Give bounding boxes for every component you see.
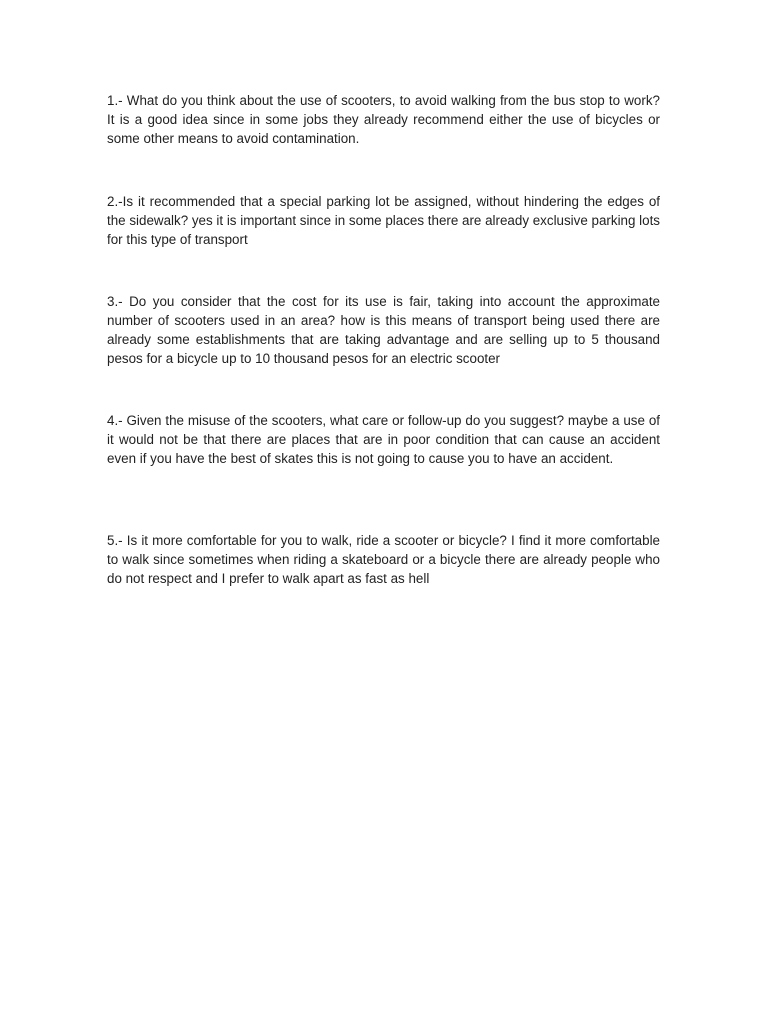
question-answer-2: 2.-Is it recommended that a special parking lot be assigned, without hindering the edges of the sidewalk? yes it is important since in some places there are already exclusive parking lots for this type of transport [107, 194, 660, 247]
question-answer-5: 5.- Is it more comfortable for you to walk, ride a scooter or bicycle? I find it more comfortable to walk since sometimes when riding a skateboard or a bicycle there are already people who do not respect and I prefer to walk apart as fast as hell [107, 533, 660, 586]
question-answer-3: 3.- Do you consider that the cost for its use is fair, taking into account the approximate number of scooters used in an area? how is this means of transport being used there are already some establishments that are taking advantage and are selling up to 5 thousand pesos for a bicycle up to 10 thousand pesos for an electric scooter [107, 294, 660, 366]
question-answer-1: 1.- What do you think about the use of scooters, to avoid walking from the bus stop to work? It is a good idea since in some jobs they already recommend either the use of bicycles or some other means to avoid contamination. [107, 93, 660, 146]
question-answer-4: 4.- Given the misuse of the scooters, what care or follow-up do you suggest? maybe a use of it would not be that there are places that are in poor condition that can cause an accident even if you have the best of skates this is not going to cause you to have an accident. [107, 413, 660, 466]
